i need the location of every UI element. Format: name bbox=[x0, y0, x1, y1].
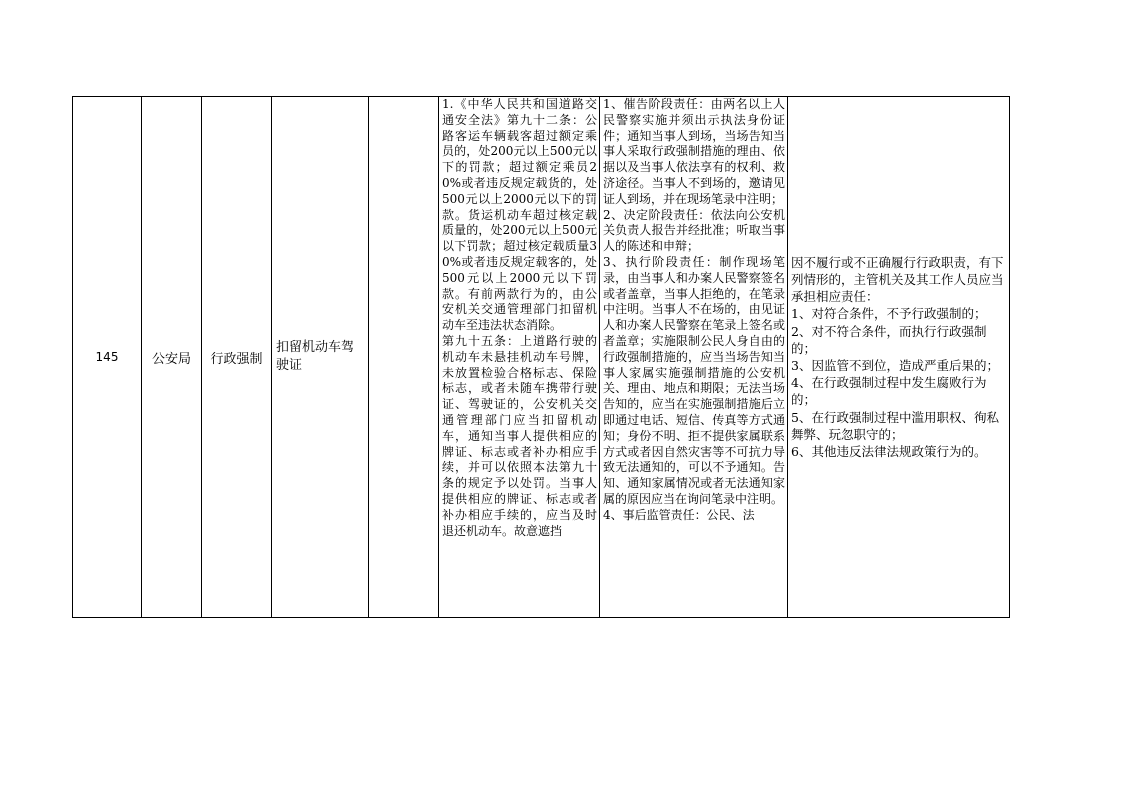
row-number: 145 bbox=[95, 350, 119, 364]
liability-cell bbox=[788, 97, 1011, 617]
item-name: 扣留机动车驾驶证 bbox=[276, 340, 355, 373]
legal-basis-cell bbox=[439, 97, 600, 617]
power-type-cell bbox=[202, 97, 272, 617]
duties-cell bbox=[600, 97, 788, 617]
legal-basis-text: 1.《中华人民共和国道路交通安全法》第九十二条：公路客运车辆载客超过额定乘员的，处200元以上500元以下的罚款；超过额定乘员20%或者违反规定载货的，处500元以上2000元以下的罚款。货运机动车超过核定载质量的，处200元以上500元以下罚款；超过核定载质量30%或者违反规定载客的，处500元以上2000元以下罚款。有前两款行为的，由公安机关交通管理部门扣留机动车至违法状态消除。 第九十五条：上道路行驶的机动车未悬挂机动车号牌，未放置检验合格标志、保险标志，或者未随车携带行驶证、驾驶证的，公安机关交通管理部门应当扣留机动车，通知当事人提供相应的牌证、标志或者补办相应手续，并可以依照本法第九十条的规定予以处罚。当事人提供相应的牌证、标志或者补办相应手续的，应当及时退还机动车。故意遮挡 bbox=[442, 97, 597, 538]
department-cell bbox=[142, 97, 202, 617]
row-number-cell bbox=[73, 97, 142, 617]
power-list-table bbox=[72, 96, 1010, 618]
duties-text: 1、催告阶段责任：由两名以上人民警察实施并须出示执法身份证件；通知当事人到场，当场告知当事人采取行政强制措施的理由、依据以及当事人依法享有的权利、救济途径。当事人不到场的，邀请见证人到场，并在现场笔录中注明； 2、决定阶段责任：依法向公安机关负责人报告并经批准；听取当事人的陈述和申辩； 3、执行阶段责任：制作现场笔录，由当事人和办案人民警察签名或者盖章，当事人拒绝的，在笔录中注明。当事人不在场的，由见证人和办案人民警察在笔录上签名或者盖章；实施限制公民人身自由的行政强制措施的，应当当场告知当事人家属实施强制措施的公安机关、理由、地点和期限；无法当场告知的，应当在实施强制措施后立即通过电话、短信、传真等方式通知；身份不明、拒不提供家属联系方式或者因自然灾害等不可抗力导致无法通知的，可以不予通知。告知、通知家属情况或者无法通知家属的原因应当在询问笔录中注明。 4、事后监管责任：公民、法 bbox=[603, 97, 785, 522]
power-type: 行政强制 bbox=[210, 351, 263, 367]
item-name-cell bbox=[272, 97, 369, 617]
liability-text: 因不履行或不正确履行行政职责，有下列情形的，主管机关及其工作人员应当承担相应责任： 1、对符合条件，不予行政强制的； 2、对不符合条件，而执行行政强制的； 3、因监管不到位，造成严重后果的； 4、在行政强制过程中发生腐败行为的； 5、在行政强制过程中滥用职权、徇私舞弊、玩忽职守的； 6、其他违反法律法规政策行为的。 bbox=[791, 254, 1004, 460]
department-name: 公安局 bbox=[151, 351, 191, 367]
empty-cell bbox=[369, 97, 439, 617]
